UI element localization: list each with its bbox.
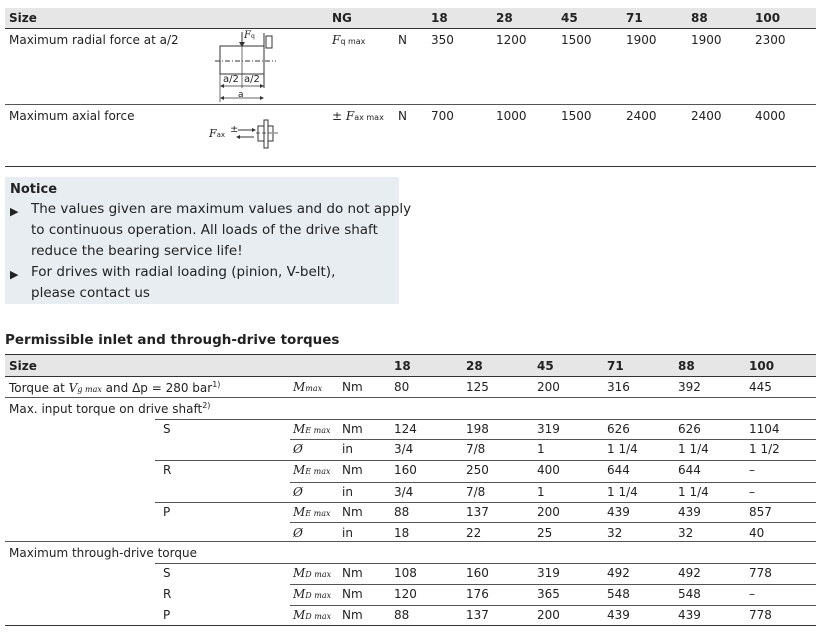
radial-force-71: 1900 — [626, 33, 657, 47]
table-row-divider — [290, 439, 816, 440]
row-unit: in — [342, 442, 353, 456]
radial-diagram-half1: a/2 — [223, 74, 239, 85]
row-value: 644 — [678, 463, 701, 477]
row-symbol: MD max — [293, 566, 332, 580]
radial-force-symbol: Fq max — [332, 33, 366, 47]
row-variant: S — [163, 422, 171, 436]
table2-size-45: 45 — [537, 359, 554, 373]
radial-diagram-half2: a/2 — [244, 74, 260, 85]
row-value: 439 — [678, 608, 701, 622]
torque-row-71: 316 — [607, 380, 630, 394]
table-row-divider — [155, 563, 816, 564]
notice-item-1-line1: The values given are maximum values and do not apply — [31, 201, 412, 217]
torque-row-100: 445 — [749, 380, 772, 394]
row-value: 626 — [678, 422, 701, 436]
row-value: 88 — [394, 505, 410, 519]
row-value: 1 1/4 — [678, 442, 709, 456]
row-value: 439 — [607, 608, 630, 622]
row-unit: in — [342, 485, 353, 499]
row-symbol: ME max — [293, 422, 331, 436]
row-value: 137 — [466, 505, 489, 519]
row-value: 22 — [466, 526, 482, 540]
row-value: 32 — [678, 526, 694, 540]
table1-size-header: Size — [9, 11, 37, 25]
radial-force-18: 350 — [431, 33, 454, 47]
row-variant: P — [163, 608, 171, 622]
row-value: 319 — [537, 422, 560, 436]
table1-size-18: 18 — [431, 11, 448, 25]
row-value: – — [749, 463, 755, 477]
radial-force-88: 1900 — [691, 33, 722, 47]
row-value: 40 — [749, 526, 765, 540]
group-divider — [5, 541, 816, 542]
notice-item-1-line3: reduce the bearing service life! — [31, 243, 243, 259]
row-value: 250 — [466, 463, 489, 477]
table2-bottom-rule — [5, 625, 816, 626]
table1-header-rule — [5, 28, 816, 29]
row-value: 778 — [749, 566, 772, 580]
table-row-divider — [290, 482, 816, 483]
notice-bullet-icon: ▶ — [10, 205, 19, 218]
axial-force-71: 2400 — [626, 109, 657, 123]
radial-force-45: 1500 — [561, 33, 592, 47]
row-value: 1 1/4 — [678, 485, 709, 499]
torque-row-45: 200 — [537, 380, 560, 394]
row-value: 365 — [537, 587, 560, 601]
row-value: 1 — [537, 485, 545, 499]
row-symbol: ME max — [293, 505, 331, 519]
row-variant: R — [163, 587, 172, 601]
radial-diagram-a: a — [238, 90, 244, 100]
row-variant: S — [163, 566, 171, 580]
row-value: 1 1/4 — [607, 485, 638, 499]
row-unit: Nm — [342, 505, 363, 519]
row-value: 160 — [466, 566, 489, 580]
input-torque-label: Max. input torque on drive shaft$^{2)}$ — [9, 401, 211, 416]
table2-header-rule — [5, 376, 816, 377]
notice-item-2-line2: please contact us — [31, 285, 150, 301]
notice-box — [5, 177, 412, 304]
table-row-divider — [5, 397, 816, 398]
axial-force-unit: N — [398, 109, 407, 123]
notice-item-1-line2: to continuous operation. All loads of the drive shaft — [31, 222, 378, 238]
row-unit: Nm — [342, 463, 363, 477]
table-row-divider — [290, 522, 816, 523]
row-value: 32 — [607, 526, 623, 540]
row-symbol: Ø — [293, 485, 303, 499]
torque-row-unit: Nm — [342, 380, 363, 394]
row-value: 3/4 — [394, 442, 414, 456]
row-value: 124 — [394, 422, 417, 436]
row-symbol: MD max — [293, 587, 332, 601]
table1-size-45: 45 — [561, 11, 578, 25]
row-unit: in — [342, 526, 353, 540]
table1-size-28: 28 — [496, 11, 513, 25]
row-value: – — [749, 587, 755, 601]
radial-force-100: 2300 — [755, 33, 786, 47]
row-value: 439 — [678, 505, 701, 519]
table2-size-header: Size — [9, 359, 37, 373]
table2-size-28: 28 — [466, 359, 483, 373]
radial-diagram-force-label: Fq — [244, 30, 255, 41]
torque-row-28: 125 — [466, 380, 489, 394]
row-symbol: Ø — [293, 442, 303, 456]
table1-size-71: 71 — [626, 11, 643, 25]
radial-force-28: 1200 — [496, 33, 527, 47]
row-value: 88 — [394, 608, 410, 622]
axial-diagram-force-label: Fax — [209, 127, 226, 140]
table2-size-88: 88 — [678, 359, 695, 373]
row-symbol: MD max — [293, 608, 332, 622]
table1-ng-header: NG — [332, 11, 352, 25]
row-value: 1104 — [749, 422, 780, 436]
axial-force-symbol: ± Fax max — [332, 109, 384, 123]
table1-bottom-rule — [5, 166, 816, 167]
notice-title: Notice — [10, 182, 58, 197]
row-value: 198 — [466, 422, 489, 436]
radial-force-unit: N — [398, 33, 407, 47]
notice-item-2-line1: For drives with radial loading (pinion, V-belt), — [31, 264, 336, 280]
torques-section-title: Permissible inlet and through-drive torques — [5, 332, 340, 348]
axial-force-18: 700 — [431, 109, 454, 123]
table1-size-100: 100 — [755, 11, 781, 25]
torque-row-symbol: Mmax — [293, 380, 323, 394]
row-unit: Nm — [342, 422, 363, 436]
row-value: 25 — [537, 526, 553, 540]
row-value: 7/8 — [466, 485, 486, 499]
row-value: 644 — [607, 463, 630, 477]
row-value: 626 — [607, 422, 630, 436]
row-value: 492 — [607, 566, 630, 580]
torque-row-label: Torque at Vg max and Δp = 280 bar$^{1)}$ — [9, 380, 221, 395]
row-value: 400 — [537, 463, 560, 477]
axial-diagram-pm: ± — [230, 124, 239, 135]
axial-force-label: Maximum axial force — [9, 109, 135, 123]
row-unit: Nm — [342, 608, 363, 622]
axial-force-28: 1000 — [496, 109, 527, 123]
row-value: – — [749, 485, 755, 499]
row-value: 778 — [749, 608, 772, 622]
row-value: 7/8 — [466, 442, 486, 456]
row-value: 439 — [607, 505, 630, 519]
row-value: 548 — [678, 587, 701, 601]
row-value: 492 — [678, 566, 701, 580]
row-value: 857 — [749, 505, 772, 519]
row-value: 108 — [394, 566, 417, 580]
row-value: 200 — [537, 608, 560, 622]
table1-size-88: 88 — [691, 11, 708, 25]
notice-bullet-icon: ▶ — [10, 268, 19, 281]
row-value: 160 — [394, 463, 417, 477]
table2-size-18: 18 — [394, 359, 411, 373]
radial-force-label: Maximum radial force at a/2 — [9, 33, 179, 47]
row-variant: R — [163, 463, 172, 477]
row-unit: Nm — [342, 566, 363, 580]
row-symbol: Ø — [293, 526, 303, 540]
row-value: 1 1/4 — [607, 442, 638, 456]
table2-size-71: 71 — [607, 359, 624, 373]
row-value: 3/4 — [394, 485, 414, 499]
table-row-divider — [155, 502, 816, 503]
torque-row-18: 80 — [394, 380, 410, 394]
row-value: 319 — [537, 566, 560, 580]
table1-row-divider — [5, 104, 816, 105]
through-torque-label: Maximum through-drive torque — [9, 546, 197, 560]
row-variant: P — [163, 505, 171, 519]
table-row-divider — [290, 605, 816, 606]
table-row-divider — [290, 584, 816, 585]
row-value: 200 — [537, 505, 560, 519]
row-value: 120 — [394, 587, 417, 601]
row-unit: Nm — [342, 587, 363, 601]
axial-force-diagram — [236, 118, 280, 152]
table-row-divider — [155, 419, 816, 420]
axial-force-100: 4000 — [755, 109, 786, 123]
table2-size-100: 100 — [749, 359, 775, 373]
row-symbol: ME max — [293, 463, 331, 477]
torque-row-88: 392 — [678, 380, 701, 394]
row-value: 18 — [394, 526, 410, 540]
axial-force-45: 1500 — [561, 109, 592, 123]
row-value: 137 — [466, 608, 489, 622]
axial-force-88: 2400 — [691, 109, 722, 123]
row-value: 1 — [537, 442, 545, 456]
row-value: 1 1/2 — [749, 442, 780, 456]
row-value: 176 — [466, 587, 489, 601]
table-row-divider — [155, 460, 816, 461]
row-value: 548 — [607, 587, 630, 601]
